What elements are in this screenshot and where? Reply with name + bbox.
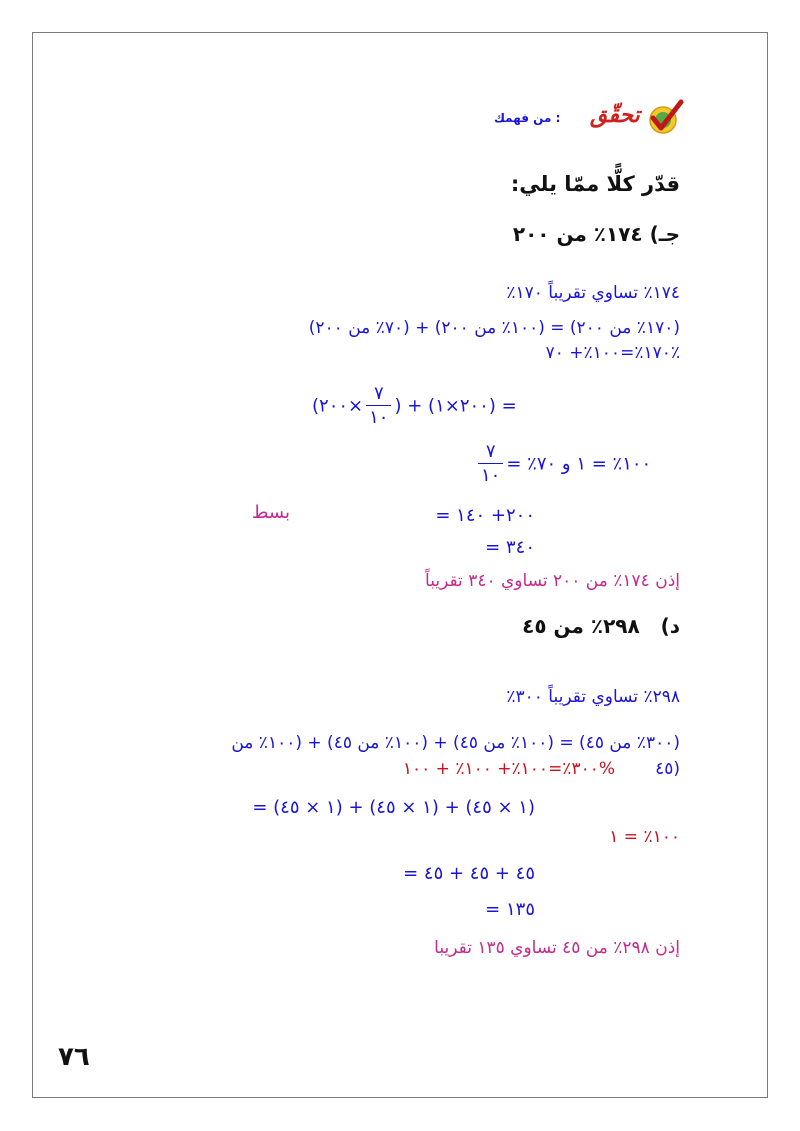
- part-d-equation-7: = ١٣٥: [485, 899, 535, 920]
- part-c-equation-5: $\frac{٧}{١٠}$ ١٠٠٪ = ١ و ٧٠٪ =: [475, 443, 651, 485]
- part-d-equation-5: ١٠٠٪ = ١: [609, 827, 680, 847]
- fraction-seven-tenths-2: $\frac{٧}{١٠}$: [478, 443, 503, 485]
- check-mark-icon: [645, 98, 685, 138]
- section-title: تحقّق: [590, 102, 640, 128]
- part-d-question: ٢٩٨٪ من ٤٥: [522, 614, 640, 638]
- part-c-equation-4: (٢٠٠× $\frac{٧}{١٠}$ ) + (٢٠٠×١) =: [312, 383, 517, 428]
- part-c-label: جـ): [649, 222, 680, 246]
- part-d-equation-6: = ٤٥ + ٤٥ + ٤٥: [403, 863, 535, 884]
- part-c-equation-6: = ٢٠٠+ ١٤٠: [435, 505, 535, 526]
- instruction-heading: قدّر كلًّا ممّا يلي:: [510, 172, 680, 196]
- part-c-header: [513, 222, 680, 246]
- part-c-line-2: (١٧٠٪ من ٢٠٠) = (١٠٠٪ من ٢٠٠) + (٧٠٪ من ٢٠٠): [308, 318, 680, 338]
- part-d-header: [522, 614, 680, 638]
- page-number: ٧٦: [58, 1042, 90, 1072]
- part-c-line-1: ١٧٤٪ تساوي تقريباً ١٧٠٪: [506, 283, 680, 303]
- part-c-line-3: ١٧٠٪=١٠٠٪+ ٧٠٪: [545, 343, 680, 363]
- part-d-line-1: ٢٩٨٪ تساوي تقريباً ٣٠٠٪: [506, 687, 680, 707]
- part-c-simplify-note: بسط: [251, 502, 290, 523]
- part-d-line-2: (٣٠٠٪ من ٤٥) = (١٠٠٪ من ٤٥) + (١٠٠٪ من ٤٥) + (١٠٠٪ من: [231, 733, 680, 753]
- section-subtitle: من فهمك :: [494, 111, 561, 125]
- part-c-conclusion: إذن ١٧٤٪ من ٢٠٠ تساوي ٣٤٠ تقريباً: [425, 571, 680, 591]
- part-d-conclusion: إذن ٢٩٨٪ من ٤٥ تساوي ١٣٥ تقريبا: [434, 938, 680, 958]
- part-c-equation-7: = ٣٤٠: [485, 537, 535, 558]
- part-d-line-3: ٣٠٠٪=١٠٠٪+ ١٠٠٪ + ١٠٠%: [402, 759, 615, 779]
- part-c-question: ١٧٤٪ من ٢٠٠: [512, 222, 643, 246]
- part-d-label: د): [660, 614, 680, 638]
- fraction-seven-tenths: $\frac{٧}{١٠}$: [366, 385, 391, 427]
- part-d-equation-4: = (١ × ٤٥) + (١ × ٤٥) + (١ × ٤٥): [252, 797, 535, 818]
- part-d-line-3-continuation: ٤٥): [655, 759, 680, 779]
